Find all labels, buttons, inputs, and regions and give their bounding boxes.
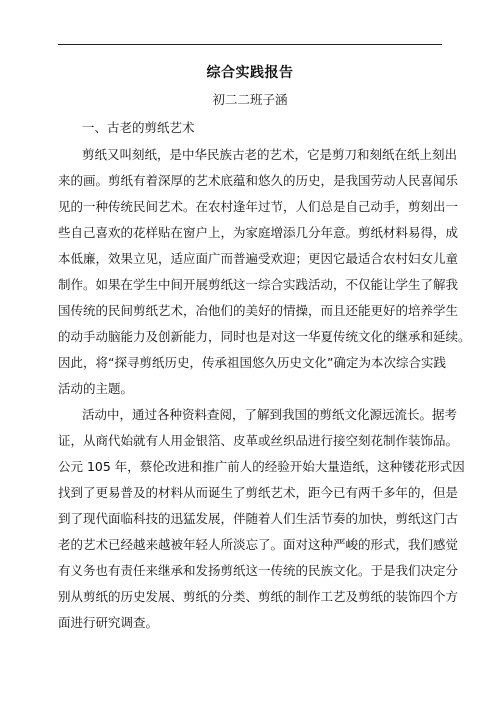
paragraph-line: 公元 105 年，蔡伦改进和推广前人的经验开始大量造纸，这种镂花形式因	[58, 459, 465, 474]
paragraph-line: 见的一种传统民间艺术。在农村逢年过节，人们总是自己动手，剪刻出一	[58, 199, 459, 214]
paragraph-line: 来的画。剪纸有着深厚的艺术底蕴和悠久的历史，是我国劳动人民喜闻乐	[58, 173, 459, 188]
paragraph-2	[58, 402, 465, 636]
document-title: 综合实践报告	[206, 65, 294, 81]
paragraph-line: 面进行研究调查。	[58, 615, 159, 630]
paragraph-line: 国传统的民间剪纸艺术，冶他们的美好的情操，而且还能更好的培养学生	[58, 303, 459, 318]
paragraph-line: 活动的主题。	[58, 381, 134, 396]
paragraph-1	[58, 142, 471, 402]
paragraph-line: 到了现代面临科技的迅猛发展，伴随着人们生活节奏的加快，剪纸这门古	[58, 511, 459, 526]
paragraph-line: 有义务也有责任来继承和发扬剪纸这一传统的民族文化。于是我们决定分	[58, 563, 459, 578]
document-author: 初二二班子涵	[212, 92, 288, 107]
section-heading: 一、古老的剪纸艺术	[82, 120, 195, 135]
paragraph-line: 证，从商代始就有人用金银箔、皮革或丝织品进行接空刻花制作装饰品。	[58, 433, 459, 448]
paragraph-line: 别从剪纸的历史发展、剪纸的分类、剪纸的制作工艺及剪纸的装饰四个方	[58, 589, 459, 604]
paragraph-line: 老的艺术已经越来越被年轻人所淡忘了。面对这种严峻的形式，我们感觉	[58, 537, 459, 552]
paragraph-line: 的动手动脑能力及创新能力，同时也是对这一华夏传统文化的继承和延续。	[58, 329, 471, 344]
paragraph-line: 剪纸又叫刻纸，是中华民族古老的艺术，它是剪刀和刻纸在纸上刻出	[82, 147, 458, 162]
paragraph-line: 本低廉，效果立见，适应面广而普遍受欢迎；更因它最适合农村妇女儿童	[58, 251, 459, 266]
paragraph-line: 制作。如果在学生中间开展剪纸这一综合实践活动，不仅能让学生了解我	[58, 277, 459, 292]
paragraph-line: 找到了更易普及的材料从而诞生了剪纸艺术，距今已有两千多年的，但是	[58, 485, 459, 500]
header-rule	[58, 44, 442, 45]
paragraph-line: 活动中，通过各种资料查阅，了解到我国的剪纸文化源远流长。据考	[82, 407, 458, 422]
paragraph-line: 些自己喜欢的花样贴在窗户上，为家庭增添几分年意。剪纸材料易得，成	[58, 225, 459, 240]
paragraph-line: 因此，将“探寻剪纸历史，传承祖国悠久历史文化”确定为本次综合实践	[58, 355, 446, 370]
